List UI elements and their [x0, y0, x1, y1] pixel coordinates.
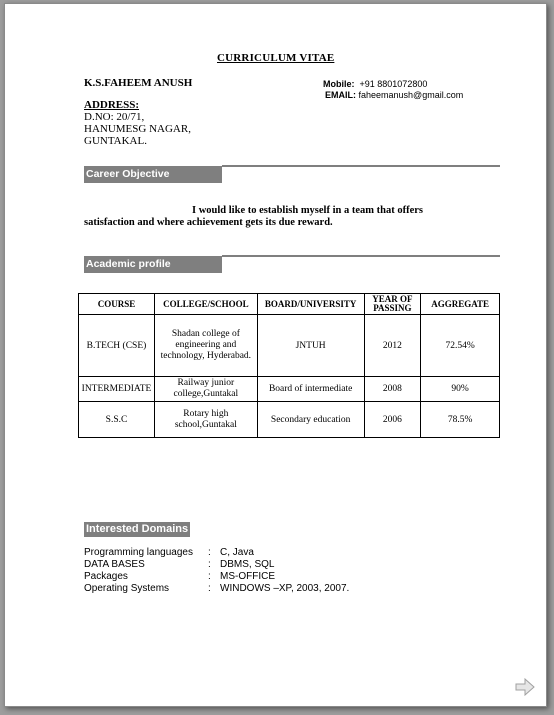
section-academic-profile: Academic profile: [84, 256, 222, 273]
college-cell: Rotary high school,Guntakal: [154, 402, 257, 438]
domain-separator: :: [208, 547, 211, 558]
column-header: BOARD/UNIVERSITY: [257, 294, 364, 315]
domain-label: Operating Systems: [84, 583, 170, 594]
domains-list: [84, 547, 349, 595]
year-cell: 2006: [364, 402, 421, 438]
course-cell: B.TECH (CSE): [79, 315, 155, 377]
resume-page: [4, 3, 547, 707]
section-rule: [222, 255, 500, 257]
table-header-row: [79, 294, 500, 315]
column-header: AGGREGATE: [421, 294, 500, 315]
aggregate-cell: 90%: [421, 377, 500, 402]
year-cell: 2008: [364, 377, 421, 402]
domain-value: WINDOWS –XP, 2003, 2007.: [220, 583, 350, 594]
list-item: [84, 583, 349, 595]
domain-value: C, Java: [220, 547, 254, 558]
aggregate-cell: 78.5%: [421, 402, 500, 438]
domain-separator: :: [208, 583, 211, 594]
board-cell: JNTUH: [257, 315, 364, 377]
domain-value: MS-OFFICE: [220, 571, 275, 582]
mobile-label: Mobile:: [323, 79, 355, 89]
career-objective-text: [84, 205, 504, 229]
address-line: HANUMESG NAGAR,: [84, 123, 191, 135]
address-line: D.NO: 20/71,: [84, 111, 145, 123]
list-item: [84, 571, 349, 583]
list-item: [84, 547, 349, 559]
table-row: [79, 402, 500, 438]
board-cell: Board of intermediate: [257, 377, 364, 402]
email-label: EMAIL:: [325, 90, 356, 100]
year-cell: 2012: [364, 315, 421, 377]
list-item: [84, 559, 349, 571]
email-line: [325, 90, 463, 100]
document-title: CURRICULUM VITAE: [217, 52, 335, 64]
candidate-name: K.S.FAHEEM ANUSH: [84, 77, 193, 89]
domain-label: Packages: [84, 571, 128, 582]
address-heading: ADDRESS:: [84, 99, 140, 111]
table-row: [79, 377, 500, 402]
aggregate-cell: 72.54%: [421, 315, 500, 377]
academic-table: [78, 293, 500, 438]
domain-separator: :: [208, 559, 211, 570]
address-line: GUNTAKAL.: [84, 135, 147, 147]
board-cell: Secondary education: [257, 402, 364, 438]
column-header: YEAR OF PASSING: [364, 294, 421, 315]
college-cell: Railway junior college,Guntakal: [154, 377, 257, 402]
column-header: COURSE: [79, 294, 155, 315]
objective-line: I would like to establish myself in a team that offers: [192, 205, 423, 216]
section-career-objective: Career Objective: [84, 166, 222, 183]
college-cell: Shadan college of engineering and technology, Hyderabad.: [154, 315, 257, 377]
section-rule: [222, 165, 500, 167]
section-interested-domains: Interested Domains: [86, 523, 189, 535]
email-value: faheemanush@gmail.com: [358, 90, 464, 100]
table-row: [79, 315, 500, 377]
objective-line: satisfaction and where achievement gets its due reward.: [84, 217, 333, 228]
domain-label: DATA BASES: [84, 559, 145, 570]
next-arrow-icon[interactable]: [515, 678, 535, 696]
mobile-line: [323, 79, 427, 89]
column-header: COLLEGE/SCHOOL: [154, 294, 257, 315]
course-cell: S.S.C: [79, 402, 155, 438]
domain-separator: :: [208, 571, 211, 582]
domain-value: DBMS, SQL: [220, 559, 275, 570]
domain-label: Programming languages: [84, 547, 193, 558]
course-cell: INTERMEDIATE: [79, 377, 155, 402]
mobile-value: +91 8801072800: [359, 79, 428, 89]
